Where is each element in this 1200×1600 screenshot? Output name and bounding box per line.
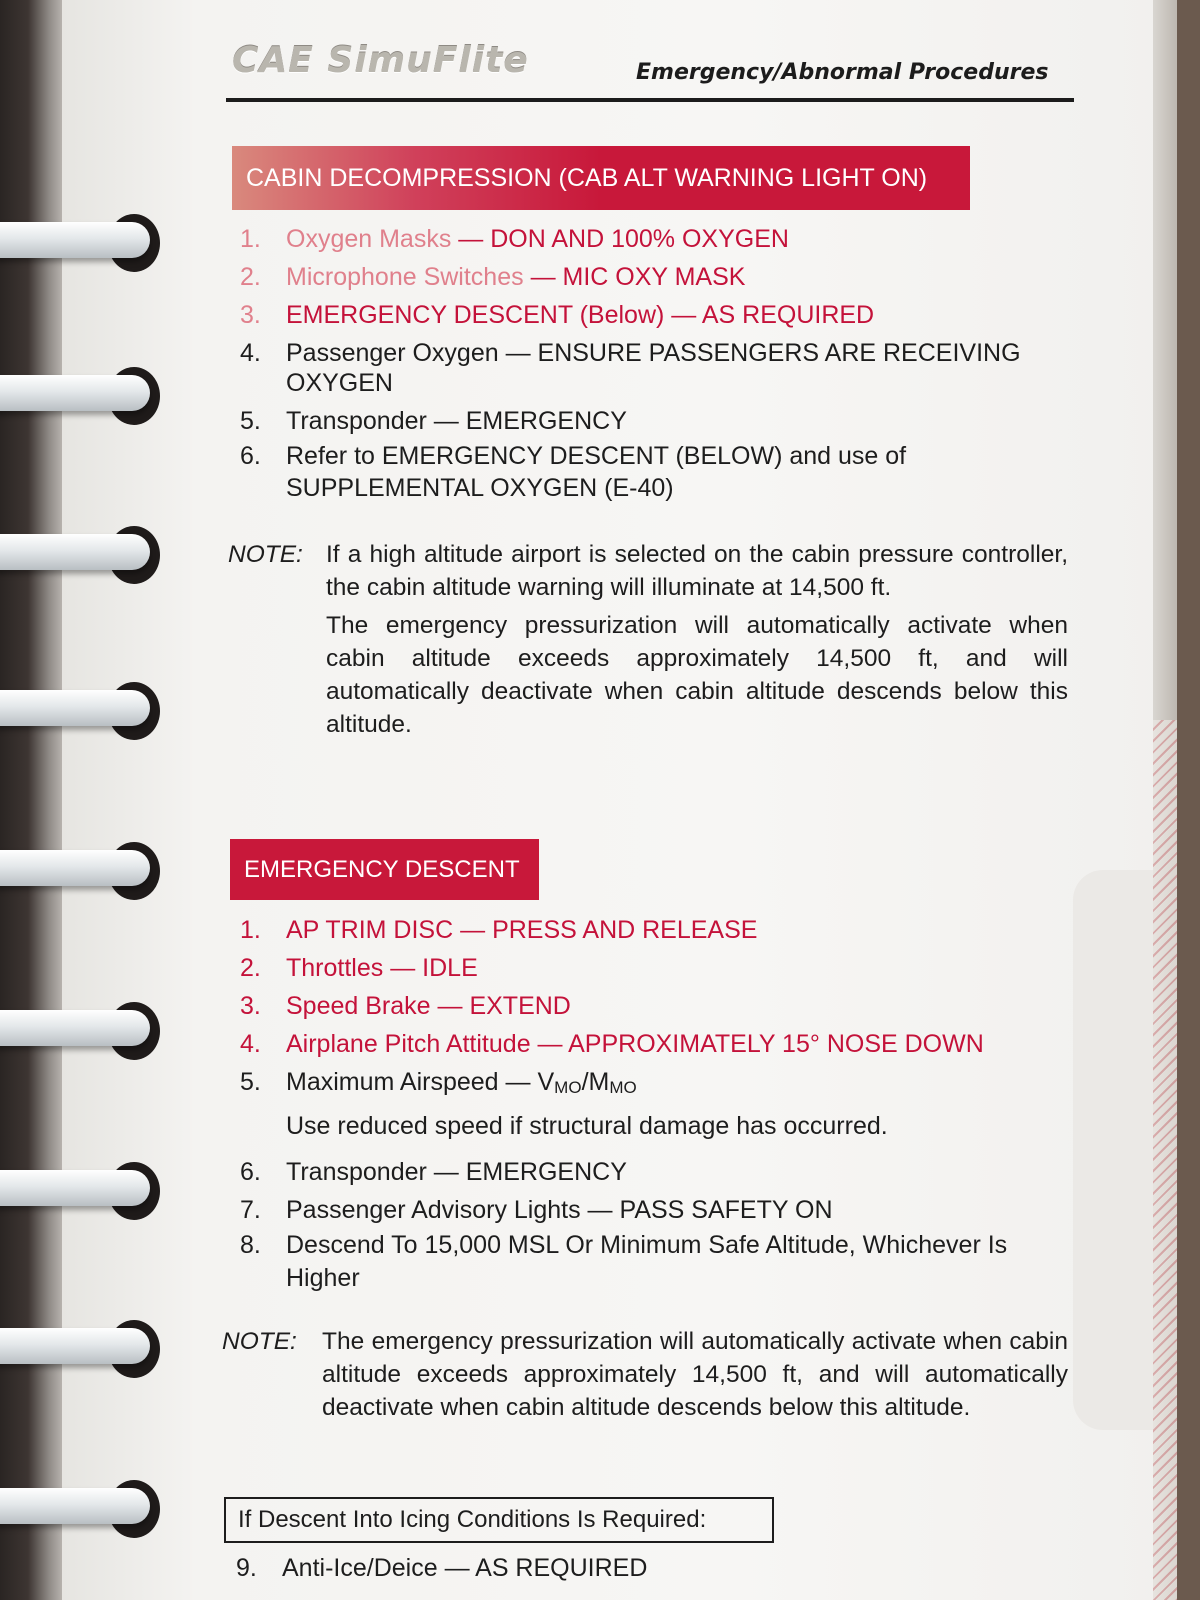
checklist-step: 3. Speed Brake — EXTEND [240,992,571,1020]
step-subtext: Use reduced speed if structural damage has occurred. [286,1112,888,1140]
header-rule [226,98,1074,102]
checklist-step: 6. Refer to EMERGENCY DESCENT (BELOW) and use of SUPPLEMENTAL OXYGEN (E-40) [240,442,907,502]
spiral-ring [0,365,180,427]
checklist-step: 2. Microphone Switches — MIC OXY MASK [240,263,746,291]
checklist-step: 1. AP TRIM DISC — PRESS AND RELEASE [240,916,758,944]
tab-stripes [1153,720,1177,1600]
brand-logo: CAE SimuFlite [232,40,529,81]
checklist-step: 1. Oxygen Masks — DON AND 100% OXYGEN [240,225,789,253]
page-header-title: Emergency/Abnormal Procedures [636,60,1049,85]
checklist-step: 5. Transponder — EMERGENCY [240,407,627,435]
note-paragraph: The emergency pressurization will automatically activate when cabin altitude exceeds approximately 14,500 ft, and will automatically deactivate when cabin altitude descends below this altitude. [322,1328,1068,1421]
note-paragraph: If a high altitude airport is selected on the cabin pressure controller, the cabin altitude warning will illuminate at 14,500 ft. [326,541,1068,601]
spiral-ring [0,840,180,902]
spiral-ring [0,1478,180,1540]
checklist-icing [236,1549,1071,1587]
section-heading: CABIN DECOMPRESSION (CAB ALT WARNING LIGHT ON) [232,146,970,210]
note-emergency-descent [222,1325,1068,1429]
checklist-step: 2. Throttles — IDLE [240,954,478,982]
checklist-step: 3. EMERGENCY DESCENT (Below) — AS REQUIRED [240,301,875,329]
spiral-ring [0,1318,180,1380]
section-tab[interactable] [1073,870,1153,1430]
checklist-step: 7. Passenger Advisory Lights — PASS SAFETY ON [240,1196,833,1224]
checklist-step: 8. Descend To 15,000 MSL Or Minimum Safe Altitude, Whichever Is Higher [240,1231,1008,1292]
checklist-step: 9. Anti-Ice/Deice — AS REQUIRED [236,1554,648,1582]
checklist-step: 5. Maximum Airspeed — $V_{MO}/M_{MO}$ Use reduced speed if structural damage has occurred. [240,1063,1075,1145]
checklist-cabin-decompression [240,220,1075,504]
icing-conditions-box: If Descent Into Icing Conditions Is Required: [224,1497,774,1543]
note-label: NOTE: [222,1328,297,1355]
spiral-ring [0,524,180,586]
note-cabin-decompression [228,538,1068,746]
checklist-step: 4. Passenger Oxygen — ENSURE PASSENGERS ARE RECEIVING OXYGEN [240,339,1021,397]
note-paragraph: The emergency pressurization will automatically activate when cabin altitude exceeds approximately 14,500 ft, and will automatically deactivate when cabin altitude descends below this altitude. [326,612,1068,738]
note-label: NOTE: [228,541,303,568]
spiral-ring [0,1160,180,1222]
checklist-step: 6. Transponder — EMERGENCY [240,1158,627,1186]
spiral-ring [0,680,180,742]
section-heading: EMERGENCY DESCENT [230,839,539,900]
checklist-emergency-descent [240,911,1075,1295]
checklist-step: 4. Airplane Pitch Attitude — APPROXIMATELY 15° NOSE DOWN [240,1030,984,1058]
spiral-ring [0,1000,180,1062]
spiral-ring [0,212,180,274]
